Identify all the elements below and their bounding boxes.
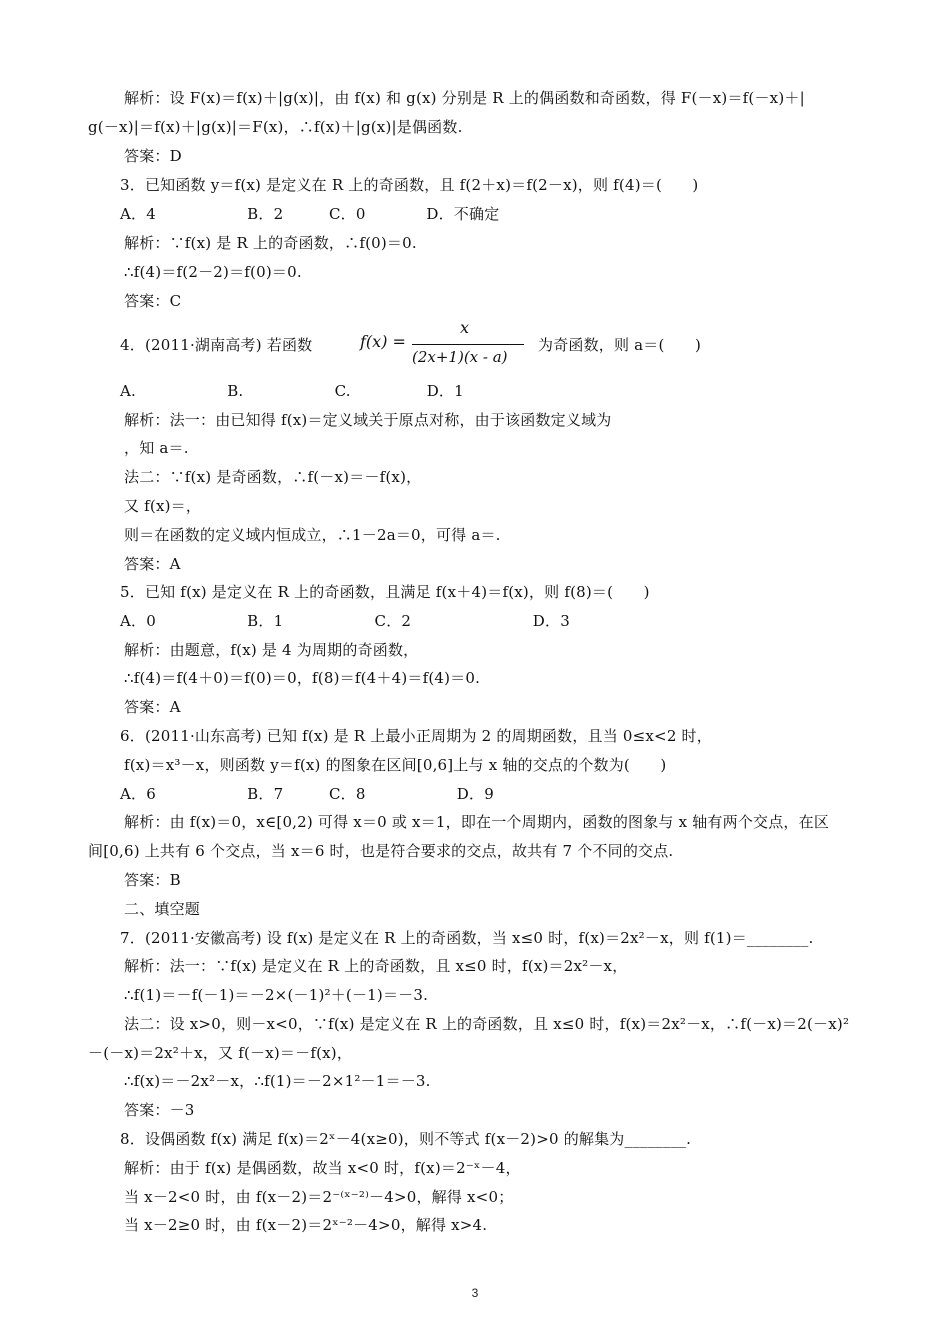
choices-line: A．4 B．2 C．0 D．不确定 — [120, 205, 500, 223]
text-line: 法二：设 x>0，则－x<0，∵f(x) 是定义在 R 上的奇函数，且 x≤0 时，f(x)＝2x²－x，∴f(－x)＝2(－x)² — [124, 1015, 850, 1033]
section-heading: 二、填空题 — [124, 900, 201, 918]
text-line: 解析：由 f(x)＝0，x∈[0,2) 可得 x＝0 或 x＝1，即在一个周期内，函数的图象与 x 轴有两个交点，在区 — [124, 813, 830, 831]
choices-line: A. B. C. D．1 — [120, 382, 464, 400]
choices-line: A．6 B．7 C．8 D．9 — [120, 785, 494, 803]
text-line: 当 x－2≥0 时，由 f(x－2)＝2ˣ⁻²－4>0，解得 x>4. — [124, 1216, 488, 1234]
text-line: ∴f(1)＝－f(－1)＝－2×(－1)²＋(－1)＝－3. — [124, 986, 429, 1004]
question-4: 4．(2011·湖南高考) 若函数 — [120, 336, 313, 354]
question-4-tail: 为奇函数，则 a＝( ) — [538, 336, 702, 354]
text-line: 法二：∵f(x) 是奇函数，∴f(－x)＝－f(x)， — [124, 468, 422, 486]
text-line: ∴f(4)＝f(4＋0)＝f(0)＝0，f(8)＝f(4＋4)＝f(4)＝0. — [124, 669, 481, 687]
text-line: g(－x)|＝f(x)＋|g(x)|＝F(x)，∴f(x)＋|g(x)|是偶函数. — [88, 118, 463, 136]
question-6: 6．(2011·山东高考) 已知 f(x) 是 R 上最小正周期为 2 的周期函数，且当 0≤x<2 时， — [120, 727, 712, 745]
question-5: 5．已知 f(x) 是定义在 R 上的奇函数，且满足 f(x＋4)＝f(x)，则 f(8)＝( ) — [120, 583, 650, 601]
formula-numerator: x — [460, 318, 470, 337]
text-line: 解析：法一：∵f(x) 是定义在 R 上的奇函数，且 x≤0 时，f(x)＝2x²－x， — [124, 957, 628, 975]
text-line: f(x)＝x³－x，则函数 y＝f(x) 的图象在区间[0,6]上与 x 轴的交点的个数为( ) — [124, 756, 667, 774]
text-line: 间[0,6) 上共有 6 个交点，当 x＝6 时，也是符合要求的交点，故共有 7 个不同的交点. — [88, 842, 674, 860]
text-line: 解析：法一：由已知得 f(x)＝定义域关于原点对称，由于该函数定义域为 — [124, 411, 612, 429]
answer-line: 答案：B — [124, 871, 181, 889]
text-line: 解析：由于 f(x) 是偶函数，故当 x<0 时，f(x)＝2⁻ˣ－4， — [124, 1159, 521, 1177]
text-line: ∴f(x)＝－2x²－x，∴f(1)＝－2×1²－1＝－3. — [124, 1072, 431, 1090]
text-line: 解析：设 F(x)＝f(x)＋|g(x)|，由 f(x) 和 g(x) 分别是 R 上的偶函数和奇函数，得 F(－x)＝f(－x)＋| — [124, 89, 805, 107]
fraction-bar — [412, 344, 524, 345]
choices-line: A．0 B．1 C．2 D．3 — [120, 612, 570, 630]
answer-line: 答案：－3 — [124, 1101, 195, 1119]
text-line: 当 x－2<0 时，由 f(x－2)＝2⁻⁽ˣ⁻²⁾－4>0，解得 x<0； — [124, 1188, 514, 1206]
page-number: 3 — [471, 1286, 479, 1300]
formula-denominator: (2x+1)(x - a) — [412, 348, 508, 366]
question-7: 7．(2011·安徽高考) 设 f(x) 是定义在 R 上的奇函数，当 x≤0 时，f(x)＝2x²－x，则 f(1)＝________. — [120, 929, 814, 947]
answer-line: 答案：D — [124, 147, 182, 165]
text-line: 则＝在函数的定义域内恒成立，∴1－2a＝0，可得 a＝. — [124, 526, 501, 544]
formula-fraction — [360, 318, 530, 374]
text-line: 解析：∵f(x) 是 R 上的奇函数，∴f(0)＝0. — [124, 234, 417, 252]
text-line: ，知 a＝. — [124, 439, 189, 457]
question-3: 3．已知函数 y＝f(x) 是定义在 R 上的奇函数，且 f(2＋x)＝f(2－x)，则 f(4)＝( ) — [120, 176, 699, 194]
text-line: －(－x)＝2x²＋x，又 f(－x)＝－f(x)， — [88, 1044, 353, 1062]
answer-line: 答案：C — [124, 292, 182, 310]
text-line: 解析：由题意，f(x) 是 4 为周期的奇函数， — [124, 641, 419, 659]
answer-line: 答案：A — [124, 698, 181, 716]
answer-line: 答案：A — [124, 555, 181, 573]
formula-lhs: f(x) = — [360, 332, 406, 351]
text-line: 又 f(x)＝， — [124, 497, 202, 515]
text-line: ∴f(4)＝f(2－2)＝f(0)＝0. — [124, 263, 302, 281]
question-8: 8．设偶函数 f(x) 满足 f(x)＝2ˣ－4(x≥0)，则不等式 f(x－2)>0 的解集为________. — [120, 1130, 692, 1148]
